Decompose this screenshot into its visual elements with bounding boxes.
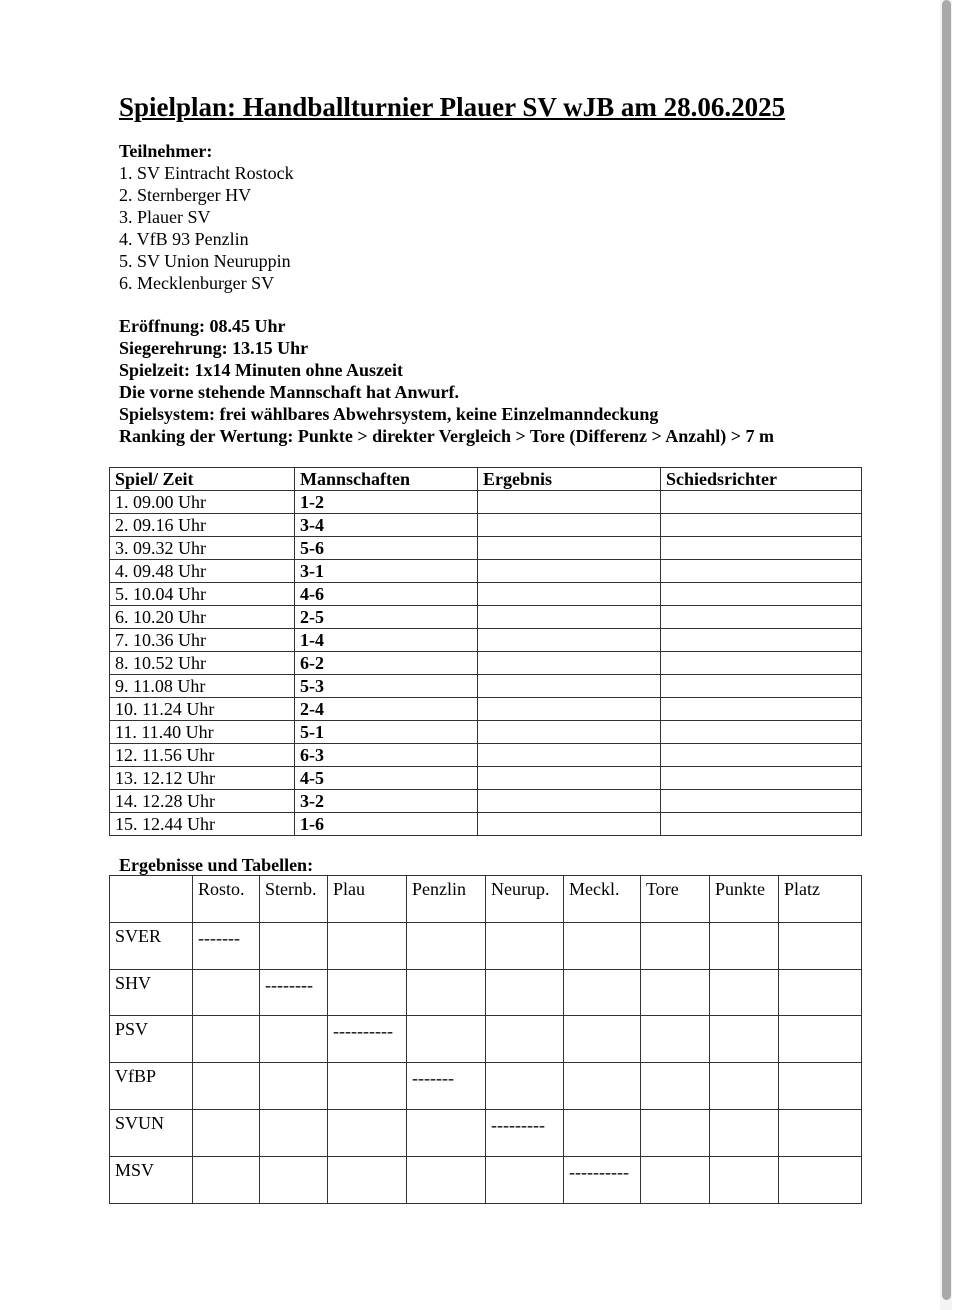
teams-cell: 6-2 (295, 652, 478, 675)
result-cell (641, 1156, 710, 1203)
teams-cell: 3-2 (295, 790, 478, 813)
match-time-cell: 12. 11.56 Uhr (110, 744, 295, 767)
result-cell (193, 1016, 260, 1063)
participant-item: 2. Sternberger HV (119, 185, 252, 205)
result-cell (779, 1016, 862, 1063)
referee-cell (661, 560, 862, 583)
column-header: Ergebnis (478, 468, 661, 491)
results-row (110, 1063, 862, 1110)
results-row (110, 969, 862, 1016)
result-cell (641, 1109, 710, 1156)
schedule-row (110, 491, 862, 514)
result-cell (407, 1109, 486, 1156)
result-cell (564, 969, 641, 1016)
match-time-cell: 13. 12.12 Uhr (110, 767, 295, 790)
teams-cell: 4-5 (295, 767, 478, 790)
result-cell (407, 969, 486, 1016)
match-time-cell: 10. 11.24 Uhr (110, 698, 295, 721)
participant-item: 5. SV Union Neuruppin (119, 251, 291, 271)
column-header: Spiel/ Zeit (110, 468, 295, 491)
result-cell (641, 1063, 710, 1110)
result-cell (478, 537, 661, 560)
result-cell (779, 969, 862, 1016)
schedule-row (110, 537, 862, 560)
schedule-row (110, 767, 862, 790)
results-row (110, 1156, 862, 1203)
match-time-cell: 4. 09.48 Uhr (110, 560, 295, 583)
match-time-cell: 5. 10.04 Uhr (110, 583, 295, 606)
match-time-cell: 15. 12.44 Uhr (110, 813, 295, 836)
teams-cell: 1-4 (295, 629, 478, 652)
column-header: Punkte (710, 876, 779, 923)
column-header: Plau (328, 876, 407, 923)
participants-list (119, 140, 294, 294)
schedule-table (109, 467, 862, 836)
referee-cell (661, 790, 862, 813)
result-cell (710, 969, 779, 1016)
result-cell (710, 922, 779, 969)
result-cell (779, 1156, 862, 1203)
result-cell (478, 652, 661, 675)
schedule-row (110, 583, 862, 606)
referee-cell (661, 675, 862, 698)
results-row (110, 1016, 862, 1063)
results-row (110, 1109, 862, 1156)
result-cell (710, 1063, 779, 1110)
result-cell (478, 629, 661, 652)
result-cell (564, 922, 641, 969)
result-cell (641, 1016, 710, 1063)
column-header: Platz (779, 876, 862, 923)
info-line: Die vorne stehende Mannschaft hat Anwurf. (119, 382, 459, 402)
result-cell (478, 491, 661, 514)
team-abbreviation: SVER (110, 922, 193, 969)
referee-cell (661, 767, 862, 790)
results-table (109, 875, 862, 1204)
result-cell (260, 1063, 328, 1110)
referee-cell (661, 721, 862, 744)
referee-cell (661, 629, 862, 652)
column-header: Mannschaften (295, 468, 478, 491)
teams-cell: 5-6 (295, 537, 478, 560)
team-abbreviation: SVUN (110, 1109, 193, 1156)
result-cell (779, 1109, 862, 1156)
result-cell (779, 922, 862, 969)
column-header: Rosto. (193, 876, 260, 923)
match-time-cell: 7. 10.36 Uhr (110, 629, 295, 652)
cell-value: --------- (491, 1114, 545, 1135)
result-cell (407, 922, 486, 969)
result-cell (478, 560, 661, 583)
cell-value: ---------- (333, 1021, 393, 1042)
referee-cell (661, 514, 862, 537)
result-cell (193, 969, 260, 1016)
match-time-cell: 8. 10.52 Uhr (110, 652, 295, 675)
participant-item: 6. Mecklenburger SV (119, 273, 275, 293)
match-time-cell: 6. 10.20 Uhr (110, 606, 295, 629)
schedule-row (110, 606, 862, 629)
page-title: Spielplan: Handballturnier Plauer SV wJB am 28.06.2025 (119, 92, 786, 122)
schedule-row (110, 514, 862, 537)
teams-cell: 3-1 (295, 560, 478, 583)
match-time-cell: 1. 09.00 Uhr (110, 491, 295, 514)
column-header: Tore (641, 876, 710, 923)
result-cell (328, 1063, 407, 1110)
result-cell (779, 1063, 862, 1110)
result-cell (710, 1109, 779, 1156)
teams-cell: 5-3 (295, 675, 478, 698)
cell-value: ---------- (569, 1161, 629, 1182)
result-cell (260, 1016, 328, 1063)
match-time-cell: 14. 12.28 Uhr (110, 790, 295, 813)
self-match-cell (564, 1156, 641, 1203)
teams-cell: 1-2 (295, 491, 478, 514)
result-cell (478, 767, 661, 790)
result-cell (478, 721, 661, 744)
result-cell (478, 583, 661, 606)
schedule-row (110, 675, 862, 698)
teams-cell: 4-6 (295, 583, 478, 606)
column-header: Sternb. (260, 876, 328, 923)
team-abbreviation: PSV (110, 1016, 193, 1063)
participant-item: 3. Plauer SV (119, 207, 211, 227)
result-cell (564, 1109, 641, 1156)
results-row (110, 922, 862, 969)
result-cell (486, 969, 564, 1016)
results-heading: Ergebnisse und Tabellen: (119, 855, 314, 875)
self-match-cell (407, 1063, 486, 1110)
result-cell (564, 1063, 641, 1110)
match-time-cell: 9. 11.08 Uhr (110, 675, 295, 698)
column-header: Meckl. (564, 876, 641, 923)
referee-cell (661, 491, 862, 514)
info-line: Spielzeit: 1x14 Minuten ohne Auszeit (119, 360, 403, 380)
result-cell (260, 1156, 328, 1203)
teams-cell: 2-4 (295, 698, 478, 721)
column-header: Neurup. (486, 876, 564, 923)
schedule-row (110, 790, 862, 813)
referee-cell (661, 606, 862, 629)
result-cell (328, 1109, 407, 1156)
column-header: Penzlin (407, 876, 486, 923)
participant-item: 1. SV Eintracht Rostock (119, 163, 294, 183)
match-time-cell: 3. 09.32 Uhr (110, 537, 295, 560)
teams-cell: 5-1 (295, 721, 478, 744)
self-match-cell (193, 922, 260, 969)
teams-cell: 1-6 (295, 813, 478, 836)
result-cell (478, 606, 661, 629)
result-cell (486, 1156, 564, 1203)
result-cell (407, 1156, 486, 1203)
result-cell (260, 922, 328, 969)
scrollbar-thumb[interactable] (942, 0, 951, 1300)
match-time-cell: 11. 11.40 Uhr (110, 721, 295, 744)
result-cell (328, 922, 407, 969)
info-line: Eröffnung: 08.45 Uhr (119, 316, 286, 336)
schedule-row (110, 652, 862, 675)
tournament-info (119, 315, 774, 447)
schedule-row (110, 560, 862, 583)
result-cell (407, 1016, 486, 1063)
referee-cell (661, 537, 862, 560)
result-cell (193, 1063, 260, 1110)
result-cell (486, 1016, 564, 1063)
result-cell (193, 1156, 260, 1203)
result-cell (641, 969, 710, 1016)
referee-cell (661, 813, 862, 836)
result-cell (478, 813, 661, 836)
results-header-row (110, 876, 862, 923)
referee-cell (661, 583, 862, 606)
cell-value: ------- (198, 927, 240, 948)
info-line: Spielsystem: frei wählbares Abwehrsystem, keine Einzelmanndeckung (119, 404, 659, 424)
result-cell (193, 1109, 260, 1156)
referee-cell (661, 652, 862, 675)
column-header: Schiedsrichter (661, 468, 862, 491)
teams-cell: 3-4 (295, 514, 478, 537)
referee-cell (661, 698, 862, 721)
result-cell (710, 1156, 779, 1203)
cell-value: -------- (265, 974, 313, 995)
column-header (110, 876, 193, 923)
self-match-cell (260, 969, 328, 1016)
result-cell (486, 1063, 564, 1110)
result-cell (478, 790, 661, 813)
result-cell (328, 969, 407, 1016)
result-cell (478, 675, 661, 698)
teams-cell: 6-3 (295, 744, 478, 767)
result-cell (478, 514, 661, 537)
schedule-row (110, 744, 862, 767)
teams-cell: 2-5 (295, 606, 478, 629)
schedule-row (110, 629, 862, 652)
schedule-row (110, 698, 862, 721)
self-match-cell (328, 1016, 407, 1063)
participant-item: 4. VfB 93 Penzlin (119, 229, 249, 249)
result-cell (478, 698, 661, 721)
result-cell (564, 1016, 641, 1063)
participants-heading: Teilnehmer: (119, 141, 213, 161)
info-line: Ranking der Wertung: Punkte > direkter Vergleich > Tore (Differenz > Anzahl) > 7 m (119, 426, 775, 446)
result-cell (478, 744, 661, 767)
result-cell (710, 1016, 779, 1063)
schedule-row (110, 813, 862, 836)
cell-value: ------- (412, 1068, 454, 1089)
schedule-row (110, 721, 862, 744)
match-time-cell: 2. 09.16 Uhr (110, 514, 295, 537)
result-cell (641, 922, 710, 969)
result-cell (486, 922, 564, 969)
referee-cell (661, 744, 862, 767)
schedule-header-row (110, 468, 862, 491)
team-abbreviation: VfBP (110, 1063, 193, 1110)
team-abbreviation: SHV (110, 969, 193, 1016)
self-match-cell (486, 1109, 564, 1156)
info-line: Siegerehrung: 13.15 Uhr (119, 338, 309, 358)
team-abbreviation: MSV (110, 1156, 193, 1203)
result-cell (328, 1156, 407, 1203)
result-cell (260, 1109, 328, 1156)
